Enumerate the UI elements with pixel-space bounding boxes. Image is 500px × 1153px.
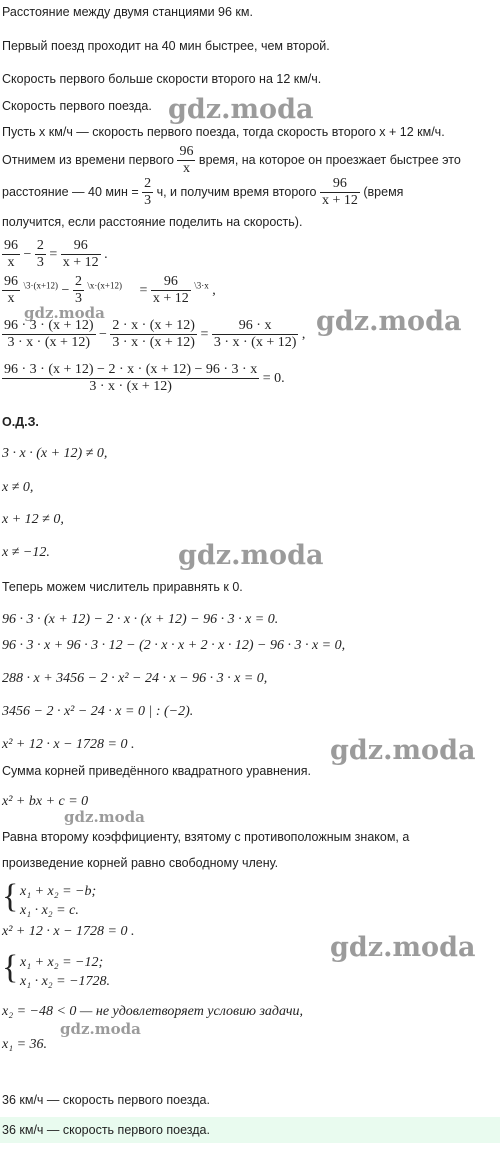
condition-speed-difference: Скорость первого больше скорости второго на 12 км/ч. [2, 72, 322, 86]
equals-sign: = [139, 282, 148, 298]
equation-10: x² + 12 · x − 1728 = 0 . [2, 924, 135, 939]
equals-sign: = [200, 326, 209, 342]
root-accepted: x₁ = 36. [2, 1037, 48, 1052]
watermark-logo: gdz.moda [60, 1020, 141, 1038]
vieta-sum-general: x₁ + x₂ = −b; [20, 884, 97, 899]
fraction-96-over-x [2, 274, 20, 307]
fraction-96-over-x-plus-12 [151, 274, 191, 307]
root-rejected-text: x₂ = −48 < 0 — не удовлетворяет условию задачи, [2, 1004, 303, 1019]
fraction-common-2 [110, 318, 197, 351]
multiplier-3: \3·x [194, 280, 209, 291]
equation-5: 96 · 3 · (x + 12) − 2 · x · (x + 12) − 96 · 3 · x = 0. [2, 612, 279, 627]
fraction-numerator: 96 [151, 274, 191, 291]
system-brace-icon: { [2, 949, 19, 986]
fraction-denominator: 3 · x · (x + 12) [7, 335, 91, 350]
fraction-numerator: 2 [36, 238, 44, 253]
fraction-numerator: 96 · 3 · (x + 12) − 2 · x · (x + 12) − 96 · 3 · x [4, 362, 258, 377]
fraction-numerator: 96 [4, 238, 18, 253]
subtract-line [2, 142, 461, 178]
watermark-logo: gdz.moda [316, 306, 462, 337]
comma: , [301, 326, 306, 342]
equals-zero: = 0. [262, 370, 285, 386]
numerator-statement: Теперь можем числитель приравнять к 0. [2, 580, 243, 594]
fraction-common-3 [212, 318, 299, 351]
root-rejected [2, 1003, 303, 1020]
minus-sign: − [23, 246, 32, 262]
vieta-product-general: x₁ · x₂ = c. [20, 903, 79, 918]
equation-6: 96 · 3 · x + 96 · 3 · 12 − (2 · x · x + 2 · x · 12) − 96 · 3 · x = 0, [2, 638, 346, 653]
watermark-logo: gdz.moda [24, 304, 105, 322]
fraction-numerator: 96 · 3 · (x + 12) [4, 318, 94, 333]
fraction-denominator: 3 [144, 193, 152, 209]
odz-heading: О.Д.З. [2, 415, 39, 429]
fraction-numerator: 96 [320, 176, 360, 193]
fraction-numerator: 2 [74, 274, 82, 289]
fraction-96-over-x [2, 238, 20, 271]
odz-condition-1: 3 · x · (x + 12) ≠ 0, [2, 446, 108, 461]
minus-sign: − [61, 282, 70, 298]
fraction-denominator: x [182, 161, 190, 177]
vieta-text-3: произведение корней равно свободному члену. [2, 856, 279, 870]
odz-condition-2: x ≠ 0, [2, 480, 34, 495]
answer-highlighted: 36 км/ч — скорость первого поезда. [2, 1123, 210, 1137]
fraction-numerator: 96 · x [212, 318, 299, 335]
vieta-product-specific: x₁ · x₂ = −1728. [20, 974, 111, 989]
equals-sign: = [49, 246, 58, 262]
subtract-text-a: Отнимем из времени первого [2, 153, 174, 167]
fraction-numerator: 2 · x · (x + 12) [112, 318, 195, 333]
fraction-2-over-3 [142, 176, 153, 209]
fraction-denominator: 3 · x · (x + 12) [112, 335, 195, 350]
fraction-numerator: 96 [4, 274, 18, 289]
fraction-denominator: x + 12 [152, 291, 189, 306]
time-line [2, 174, 403, 210]
watermark-logo: gdz.moda [64, 808, 145, 826]
subtract-text-b: время, на которое он проезжает быстрее это [198, 153, 461, 167]
fraction-2-over-3 [73, 274, 84, 307]
watermark-logo: gdz.moda [330, 932, 476, 963]
fraction-common-1 [2, 318, 96, 351]
time-text-b: ч, и получим время второго [156, 185, 317, 199]
watermark-logo: gdz.moda [168, 94, 314, 125]
time-text-c: (время [363, 185, 404, 199]
fraction-96-over-x-plus-12 [61, 238, 101, 271]
fraction-denominator: 3 · x · (x + 12) [213, 335, 297, 350]
fraction-2-over-3 [35, 238, 46, 271]
fraction-numerator: 96 [179, 144, 194, 160]
fraction-96-over-x [177, 144, 195, 177]
watermark-logo: gdz.moda [178, 540, 324, 571]
fraction-denominator: x [7, 255, 15, 270]
fraction-combined [2, 362, 259, 395]
equation-2 [2, 274, 216, 307]
multiplier-1: \3·(x+12) [23, 280, 59, 291]
equation-1 [2, 238, 108, 271]
fraction-denominator: 3 [74, 291, 82, 306]
equation-3 [2, 318, 305, 351]
multiplier-2: \x·(x+12) [87, 280, 122, 291]
time-text-a: расстояние — 40 мин = [2, 185, 139, 199]
general-quadratic: x² + bx + c = 0 [2, 794, 89, 809]
equation-9: x² + 12 · x − 1728 = 0 . [2, 737, 135, 752]
equation-7: 288 · x + 3456 − 2 · x² − 24 · x − 96 · 3 · x = 0, [2, 671, 268, 686]
fraction-numerator: 96 [61, 238, 101, 255]
comma: , [212, 282, 216, 298]
condition-time-difference: Первый поезд проходит на 40 мин быстрее, чем второй. [2, 39, 330, 53]
condition-distance: Расстояние между двумя станциями 96 км. [2, 5, 253, 19]
vieta-sum-specific: x₁ + x₂ = −12; [20, 955, 104, 970]
fraction-denominator: x + 12 [321, 193, 358, 209]
system-brace-icon: { [2, 878, 19, 915]
equation-4 [2, 362, 285, 395]
question-line: Скорость первого поезда. [2, 99, 152, 113]
fraction-denominator: x + 12 [62, 255, 99, 270]
fraction-denominator: 3 [36, 255, 44, 270]
minus-sign: − [99, 326, 107, 342]
odz-condition-4: x ≠ −12. [2, 545, 50, 560]
period: . [104, 246, 108, 262]
explanation-line: получится, если расстояние поделить на скорость). [2, 215, 303, 229]
odz-condition-3: x + 12 ≠ 0, [2, 512, 64, 527]
watermark-logo: gdz.moda [330, 735, 476, 766]
fraction-denominator: x [7, 291, 15, 306]
vieta-text-2: Равна второму коэффициенту, взятому с противоположным знаком, а [2, 830, 410, 844]
fraction-denominator: 3 · x · (x + 12) [89, 379, 172, 394]
let-statement: Пусть x км/ч — скорость первого поезда, тогда скорость второго x + 12 км/ч. [2, 125, 445, 139]
vieta-text-1: Сумма корней приведённого квадратного уравнения. [2, 764, 311, 778]
fraction-96-over-x-plus-12 [320, 176, 360, 209]
fraction-numerator: 2 [144, 176, 152, 192]
equation-8: 3456 − 2 · x² − 24 · x = 0 | : (−2). [2, 704, 194, 719]
answer-line: 36 км/ч — скорость первого поезда. [2, 1093, 210, 1107]
